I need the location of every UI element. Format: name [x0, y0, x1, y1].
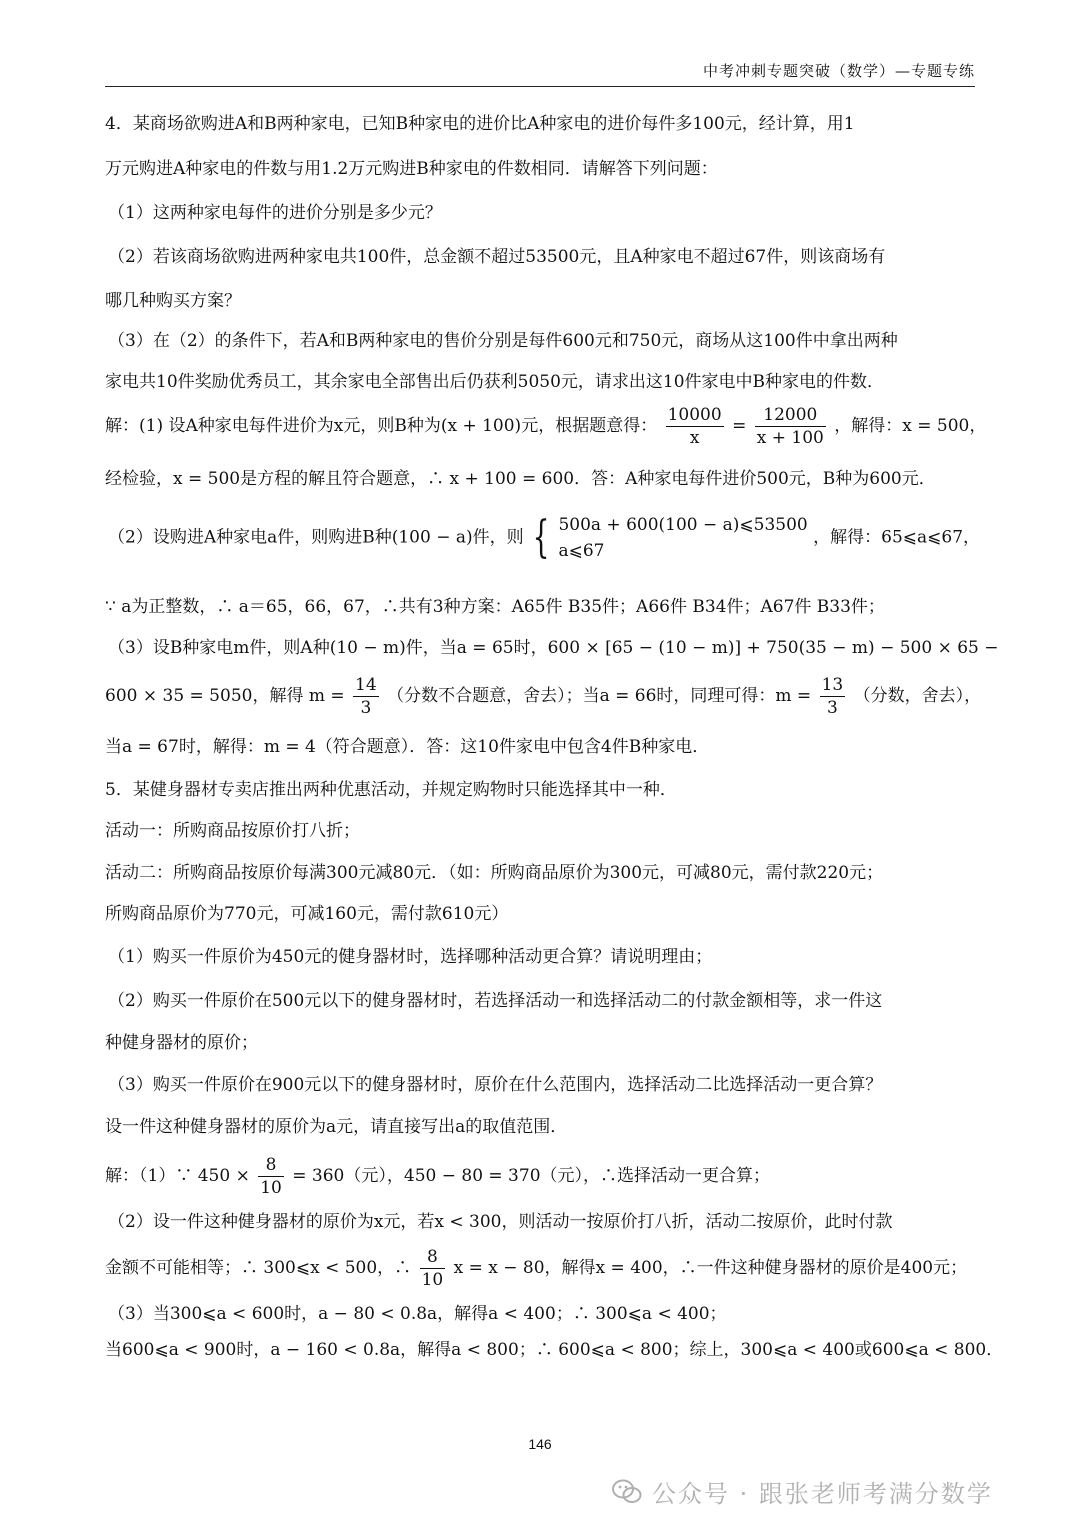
q5-part3-line2: 设一件这种健身器材的原价为a元，请直接写出a的取值范围． — [105, 1117, 568, 1137]
q4-solution2-line1 — [108, 512, 980, 564]
q4-solution2-line2: ∵ a为正整数，∴ a＝65，66，67，∴共有3种方案：A65件 B35件；A66件 B34件；A67件 B33件； — [105, 597, 885, 617]
numerator: 8 — [420, 1246, 446, 1269]
q4-solution1-line1: 解：(1) 设A种家电每件进价为x元，则B种为(x + 100)元，根据题意得： $\frac{10000}{x}$ = $\frac{12000}{x + 100}$ ，解得：x = 500， — [105, 405, 987, 448]
q4-sol1-text-a: 解：(1) 设A种家电每件进价为x元，则B种为(x + 100)元，根据题意得： — [105, 416, 658, 436]
q5-solution1 — [105, 1154, 980, 1199]
denominator: x + 100 — [756, 428, 824, 448]
q4-sol3-text-b1: 600 × 35 = 5050，解得 m = — [105, 686, 345, 706]
denominator: 10 — [260, 1178, 282, 1198]
q4-part3-line2: 家电共10件奖励优秀员工，其余家电全部售出后仍获利5050元，请求出这10件家电中B种家电的件数． — [105, 372, 885, 392]
q4-stem-line2: 万元购进A种家电的件数与用1.2万元购进B种家电的件数相同．请解答下列问题： — [105, 159, 718, 179]
numerator: 10000 — [667, 405, 722, 425]
q4-part2-line2: 哪几种购买方案？ — [105, 291, 241, 311]
page-number: 146 — [528, 1436, 552, 1452]
q5-activity2-line1: 活动二：所购商品按原价每满300元减80元．（如：所购商品原价为300元，可减80元，需付款220元； — [105, 863, 884, 883]
q4-part3-line1: （3）在（2）的条件下，若A和B两种家电的售价分别是每件600元和750元，商场从这100件中拿出两种 — [108, 331, 898, 351]
q4-part2-line1: （2）若该商场欲购进两种家电共100件，总金额不超过53500元，且A种家电不超过67件，则该商场有 — [108, 247, 886, 267]
q4-solution3-line2 — [105, 674, 980, 719]
inequality-2: a⩽67 — [558, 541, 605, 561]
q4-solution1-line2: 经检验，x = 500是方程的解且符合题意，∴ x + 100 = 600．答：A种家电每件进价500元，B种为600元． — [105, 469, 936, 489]
q5-part3-line1: （3）购买一件原价在900元以下的健身器材时，原价在什么范围内，选择活动二比选择活动一更合算？ — [108, 1075, 883, 1095]
q4-solution3-line3: 当a = 67时，解得：m = 4（符合题意）．答：这10件家电中包含4件B种家电． — [105, 737, 710, 757]
fraction — [666, 404, 724, 449]
numerator: 13 — [821, 675, 844, 695]
q4-solution3-line1: （3）设B种家电m件，则A种(10 − m)件，当a = 65时，600 × [65 − (10 − m)] + 750(35 − m) − 500 × 65 − — [108, 638, 999, 658]
numerator: 12000 — [755, 404, 826, 427]
denominator: x — [689, 428, 700, 448]
page-header — [105, 52, 975, 87]
q5-stem: 5．某健身器材专卖店推出两种优惠活动，并规定购物时只能选择其中一种． — [105, 780, 677, 800]
fraction — [353, 674, 379, 719]
q5-sol2-text-a: 金额不可能相等；∴ 300⩽x < 500，∴ — [105, 1258, 412, 1278]
fraction — [820, 674, 846, 719]
watermark — [612, 1474, 993, 1509]
q5-solution2-line2 — [105, 1246, 980, 1291]
q5-activity2-line2: 所购商品原价为770元，可减160元，需付款610元） — [105, 904, 509, 924]
header-title: 中考冲刺专题突破（数学）—专题专练 — [702, 62, 975, 80]
denominator: 3 — [826, 698, 838, 718]
wechat-icon — [612, 1479, 642, 1505]
numerator: 14 — [355, 675, 377, 695]
denominator: 10 — [421, 1270, 444, 1290]
q4-sol1-text-b: ，解得：x = 500， — [834, 416, 987, 436]
q5-part2-line2: 种健身器材的原价； — [105, 1033, 258, 1053]
q5-part1: （1）购买一件原价为450元的健身器材时，选择哪种活动更合算？请说明理由； — [108, 947, 713, 967]
q4-sol3-text-b3: （分数，舍去）， — [853, 686, 982, 706]
left-brace: { — [532, 512, 550, 563]
fraction — [420, 1246, 446, 1291]
watermark-text: 公众号 · 跟张老师考满分数学 — [652, 1480, 993, 1508]
q5-activity1: 活动一：所购商品按原价打八折； — [105, 821, 360, 841]
q4-sol2-text-a: （2）设购进A种家电a件，则购进B种(100 − a)件，则 — [108, 527, 524, 548]
q5-solution3-line1: （3）当300⩽a < 600时，a − 80 < 0.8a，解得a < 400；∴ 300⩽a < 400； — [108, 1304, 727, 1324]
q4-stem-line1: 4．某商场欲购进A和B两种家电，已知B种家电的进价比A种家电的进价每件多100元，经计算，用1 — [105, 114, 855, 134]
q4-sol3-text-b2: （分数不合题意，舍去）；当a = 66时，同理可得：m = — [387, 686, 812, 706]
denominator: 3 — [360, 698, 372, 718]
q5-sol1-text-b: = 360（元），450 − 80 = 370（元），∴选择活动一更合算； — [292, 1166, 771, 1186]
q5-sol2-text-b: x = x − 80，解得x = 400，∴一件这种健身器材的原价是400元； — [453, 1258, 968, 1278]
q5-solution2-line1: （2）设一件这种健身器材的原价为x元，若x < 300，则活动一按原价打八折，活动二按原价，此时付款 — [108, 1212, 893, 1232]
q5-sol1-text-a: 解：（1）∵ 450 × — [105, 1166, 250, 1186]
q5-solution3-line2: 当600⩽a < 900时，a − 160 < 0.8a，解得a < 800；∴ 600⩽a < 800；综上，300⩽a < 400或600⩽a < 800． — [105, 1340, 1004, 1360]
numerator: 8 — [258, 1154, 284, 1177]
fraction — [755, 404, 826, 449]
q4-sol2-text-b: ，解得：65⩽a⩽67， — [813, 527, 981, 548]
inequality-system — [558, 512, 807, 564]
q5-part2-line1: （2）购买一件原价在500元以下的健身器材时，若选择活动一和选择活动二的付款金额相等，求一件这 — [108, 991, 883, 1011]
fraction — [258, 1154, 284, 1199]
inequality-1: 500a + 600(100 − a)⩽53500 — [558, 515, 808, 535]
q4-part1: （1）这两种家电每件的进价分别是多少元？ — [108, 203, 442, 223]
